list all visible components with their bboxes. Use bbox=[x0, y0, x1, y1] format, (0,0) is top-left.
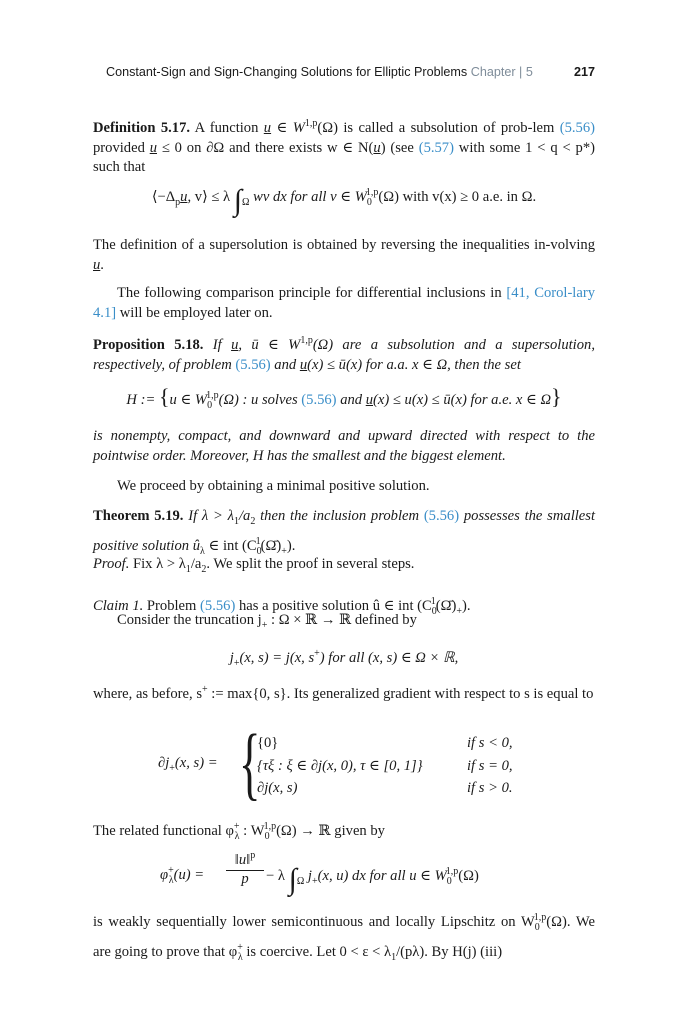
equation-ref[interactable]: (5.57) bbox=[418, 139, 454, 156]
proposition-label: Proposition 5.18. bbox=[93, 337, 204, 353]
paragraph-comparison: The following comparison principle for differential inclusions in [41, Corol-lary 4.1] will be employed later on. bbox=[93, 285, 595, 321]
integral-sign: ∫ bbox=[233, 184, 243, 217]
proof-label: Proof. bbox=[93, 556, 130, 572]
proof-start: Proof. Fix $\lambda > \lambda_1/a_2$. We split the proof in several steps. bbox=[93, 556, 415, 575]
equation-ref[interactable]: (5.56) bbox=[200, 598, 236, 614]
proposition-5-18-continued: is nonempty, compact, and downward and upward directed with respect to the pointwise order. Moreover, H has the smallest and the biggest element. bbox=[93, 428, 595, 464]
equation-ref[interactable]: (5.56) bbox=[235, 356, 271, 373]
equation-ref[interactable]: (5.56) bbox=[301, 392, 337, 408]
equation-ref[interactable]: (5.56) bbox=[423, 508, 460, 524]
claim-1: Claim 1. Problem (5.56) has a positive solution û ∈ int $(C_0^1(\Omegā)_+)$. bbox=[93, 596, 471, 617]
cases-conditions: if s < 0, if s = 0, if s > 0. bbox=[467, 735, 513, 796]
page-number: 217 bbox=[573, 65, 595, 79]
claim-label: Claim 1. bbox=[93, 598, 144, 614]
integral-sign: ∫ bbox=[288, 863, 297, 896]
equation-truncation: $j_+(x$, s) = j(x, s+) for all (x, s) ∈ Ω × ℝ, bbox=[229, 648, 459, 669]
paragraph-gradient: where, as before, s+ := max{0, s}. Its generalized gradient with respect to s is equal to bbox=[93, 684, 594, 702]
left-brace: { bbox=[238, 717, 261, 808]
case-row: {τξ : ξ ∈ ∂j(x, 0), τ ∈ [0, 1]} bbox=[257, 757, 423, 774]
running-title: Constant-Sign and Sign-Changing Solutions for Elliptic Problems Chapter | 5 bbox=[106, 65, 533, 79]
paragraph-truncation: Consider the truncation $j_+$ : Ω × ℝ → ℝ defined by bbox=[117, 612, 417, 631]
case-row: {0} bbox=[257, 735, 279, 751]
definition-5-17: Definition 5.17. A function u ∈ W$^{1,p}$(Ω) is called a subsolution of prob-lem (5.56) provided u ≤ 0 on ∂Ω and there exists w ∈ N(u) (see (5.57) with some 1 < q < p*) such that bbox=[93, 118, 595, 175]
paragraph-supersolution: The definition of a supersolution is obtained by reversing the inequalities in-volving u. bbox=[93, 237, 595, 273]
chapter-label: Chapter bbox=[470, 65, 516, 79]
chapter-number: 5 bbox=[525, 65, 533, 79]
paragraph-proceed: We proceed by obtaining a minimal positive solution. bbox=[117, 478, 430, 494]
theorem-label: Theorem 5.19. bbox=[93, 508, 184, 524]
equation-ref[interactable]: (5.56) bbox=[559, 120, 595, 136]
paragraph-final: is weakly sequentially lower semicontinuous and locally Lipschitz on $W_0^{1,p}(\Omega)$. We are going to prove that $\varphi^+_\lambda$ is coercive. Let $0 < \varepsilon < \lambda_1/(p\lambda)$. By H(j) (iii) bbox=[93, 912, 596, 963]
cases-expressions bbox=[257, 732, 423, 800]
equation-set-h: H := {u ∈ $W_0^{1,p}(\Omega)$ : u solves (5.56) and u(x) ≤ u(x) ≤ ū(x) for a.e. x ∈ Ω} bbox=[126, 384, 562, 411]
paragraph-functional: The related functional $\varphi^+_\lambda$ : $W_0^{1,p}(\Omega)$ → ℝ given by bbox=[93, 821, 385, 842]
proposition-5-18: Proposition 5.18. If u, ū ∈ W$^{1,p}$(Ω) are a subsolution and a supersolution, respectively, of problem (5.56) and u(x) ≤ ū(x) for a.a. x ∈ Ω, then the set bbox=[93, 335, 595, 373]
theorem-5-19: Theorem 5.19. If $\lambda > \lambda_1/a_2$ then the inclusion problem (5.56) possesses the smallest positive solution $û_\lambda$ ∈ int $(C_0^1(\Omegā)_+)$. bbox=[93, 508, 596, 557]
citation-ref[interactable]: [41, Corol-lary 4.1] bbox=[93, 285, 595, 321]
cases-lhs: $\partial j_+(x$, s) = bbox=[158, 755, 218, 774]
equation-subsolution: $⟨-\Delta_pu$, v⟩ ≤ λ $\int_\Omega$ wv dx for all v ∈ $W_0^{1,p}(\Omega)$ with v(x) ≥ 0 a.e. in Ω. bbox=[151, 184, 537, 217]
fraction: ‖u‖$^p$ p bbox=[226, 850, 264, 888]
equation-phi: $\varphi^+_\lambda(u)$ = ‖u‖$^p$ p − λ $\int_\Omega$ $j_+(x$, u) dx for all u ∈ $W_0^{1,p}(\Omega)$ bbox=[160, 850, 479, 896]
case-row: ∂j(x, s) bbox=[257, 780, 298, 796]
definition-label: Definition 5.17. bbox=[93, 120, 191, 136]
